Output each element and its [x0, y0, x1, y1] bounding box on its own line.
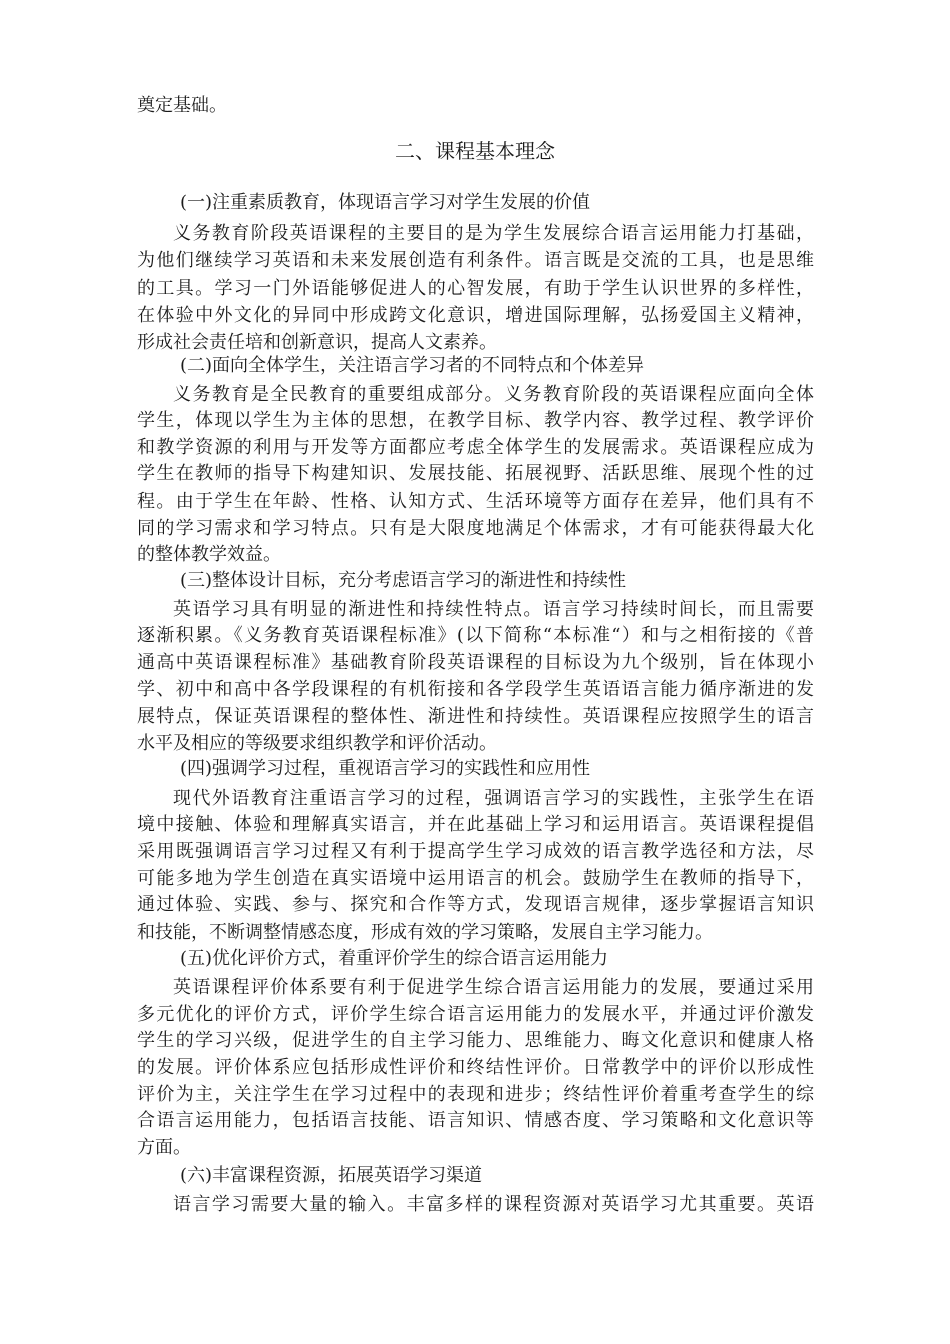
paragraph-line: 英语学习具有明显的渐进性和持续性特点。语言学习持续时间长，而且需要	[173, 599, 814, 620]
paragraph-line: 境中接触、体验和理解真实语言，并在此基础上学习和运用语言。英语课程提倡	[137, 814, 814, 835]
paragraph-line: 英语课程评价体系要有利于促进学生综合语言运用能力的发展，要通过采用	[173, 977, 814, 998]
paragraph-line: 语言学习需要大量的输入。丰富多样的课程资源对英语学习尤其重要。英语	[173, 1194, 814, 1215]
paragraph-line: 采用既强调语言学习过程又有利于提高学生学习成效的语言教学选径和方法，尽	[137, 841, 814, 862]
paragraph-line: 水平及相应的等级要求组织教学和评价活动。	[137, 733, 497, 754]
paragraph-line: 为他们继续学习英语和未来发展创造有利条件。语言既是交流的工具，也是思维	[137, 250, 814, 271]
paragraph-line: 现代外语教育注重语言学习的过程，强调语言学习的实践性，主张学生在语	[173, 788, 814, 809]
paragraph-line: 逐渐积累。《义务教育英语课程标准》(以下简称“本标准“）和与之相衔接的《普	[137, 625, 814, 646]
paragraph-line: 程。由于学生在年龄、性格、认知方式、生活环境等方面存在差异，他们具有不	[137, 491, 814, 512]
section-heading-4: (四)强调学习过程，重视语言学习的实践性和应用性	[180, 758, 591, 779]
paragraph-line: 同的学习需求和学习特点。只有是大限度地满足个体需求，才有可能获得最大化	[137, 518, 814, 539]
intro-tail: 奠定基础。	[137, 95, 227, 116]
paragraph-line: 学生的学习兴级，促进学生的自主学习能力、思维能力、晦文化意识和健康人格	[137, 1030, 814, 1051]
section-heading-2: (二)面向全体学生，关注语言学习者的不同特点和个体差异	[180, 355, 645, 376]
paragraph-line: 多元优化的评价方式，评价学生综合语言运用能力的发展水平，并通过评价激发	[137, 1004, 814, 1025]
paragraph-line: 在体验中外文化的异同中形成跨文化意识，增进国际理解，弘扬爱国主义精神，	[137, 305, 814, 326]
paragraph-line: 的工具。学习一门外语能够促进人的心智发展，有助于学生认识世界的多样性，	[137, 278, 814, 299]
paragraph-line: 学、初中和高中各学段课程的有机衔接和各学段学生英语语言能力循序渐进的发	[137, 679, 814, 700]
paragraph-line: 评价为主，关注学生在学习过程中的表现和进步；终结性评价着重考查学生的综	[137, 1084, 814, 1105]
section-heading-5: (五)优化评价方式，着重评价学生的综合语言运用能力	[180, 948, 609, 969]
section-heading-6: (六)丰富课程资源，拓展英语学习渠道	[180, 1165, 483, 1186]
paragraph-line: 展特点，保证英语课程的整体性、渐进性和持续性。英语课程应按照学生的语言	[137, 706, 814, 727]
paragraph-line: 形成社会责任培和创新意识，提高人文素养。	[137, 332, 497, 353]
paragraph-line: 方面。	[137, 1137, 191, 1158]
section-title: 二、课程基本理念	[395, 139, 555, 163]
paragraph-line: 的发展。评价体系应包括形成性评价和终结性评价。日常教学中的评价以形成性	[137, 1057, 814, 1078]
paragraph-line: 和教学资源的利用与开发等方面都应考虑全体学生的发展需求。英语课程应成为	[137, 437, 814, 458]
paragraph-line: 和技能，不断调整情感态度，形成有效的学习策略，发展自主学习能力。	[137, 922, 713, 943]
paragraph-line: 义务教育阶段英语课程的主要目的是为学生发展综合语言运用能力打基础，	[173, 223, 814, 244]
paragraph-line: 通高中英语课程标准》基础教育阶段英语课程的目标设为九个级别，旨在体现小	[137, 652, 814, 673]
paragraph-line: 通过体验、实践、参与、探究和合作等方式，发现语言规律，逐步掌握语言知识	[137, 894, 814, 915]
paragraph-line: 义务教育是全民教育的重要组成部分。义务教育阶段的英语课程应面向全体	[173, 384, 814, 405]
paragraph-line: 学生在教师的指导下构建知识、发展技能、拓展视野、活跃思维、展现个性的过	[137, 463, 814, 484]
paragraph-line: 合语言运用能力，包括语言技能、语言知识、情感杏度、学习策略和文化意识等	[137, 1110, 814, 1131]
paragraph-line: 可能多地为学生创造在真实语境中运用语言的机会。鼓励学生在教师的指导下，	[137, 868, 814, 889]
paragraph-line: 学生，体现以学生为主体的思想，在教学目标、教学内容、教学过程、教学评价	[137, 410, 814, 431]
section-heading-1: (一)注重素质教育，体现语言学习对学生发展的价值	[180, 192, 591, 213]
paragraph-line: 的整体教学效益。	[137, 544, 281, 565]
section-heading-3: (三)整体设计目标，充分考虑语言学习的渐进性和持续性	[180, 570, 627, 591]
